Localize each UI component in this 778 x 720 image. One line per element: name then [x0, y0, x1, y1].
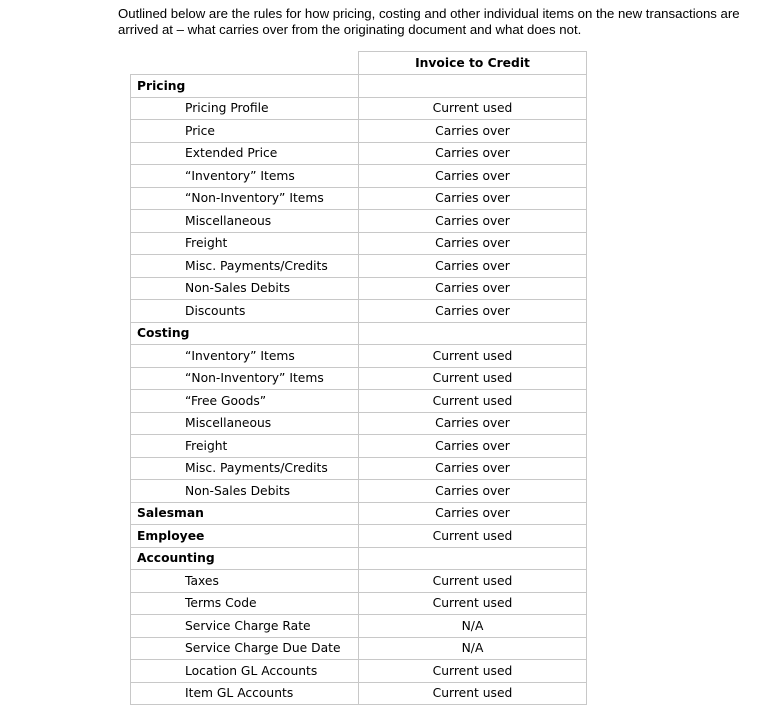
intro-paragraph	[118, 6, 758, 37]
table-row	[131, 480, 587, 503]
table-row	[131, 255, 587, 278]
row-label-cell	[131, 502, 359, 525]
intro-line-1: Outlined below are the rules for how pricing, costing and other individual items on the new transactions are	[118, 6, 740, 21]
item-label: “Non-Inventory” Items	[185, 191, 324, 206]
row-label-cell	[131, 390, 359, 413]
item-label: Miscellaneous	[185, 213, 272, 228]
section-row	[131, 75, 587, 98]
row-value-cell: Carries over	[359, 255, 587, 278]
header-empty-cell	[131, 52, 359, 75]
item-label: “Non-Inventory” Items	[185, 371, 324, 386]
table-body	[131, 75, 587, 705]
item-label: Non-Sales Debits	[185, 483, 291, 498]
table-row	[131, 390, 587, 413]
table-row	[131, 142, 587, 165]
row-value-cell: Current used	[359, 570, 587, 593]
table-row	[131, 412, 587, 435]
row-label-cell	[131, 165, 359, 188]
section-label: Pricing	[137, 78, 186, 93]
table-row	[131, 570, 587, 593]
table-row	[131, 682, 587, 705]
table-row	[131, 592, 587, 615]
item-label: Misc. Payments/Credits	[185, 461, 328, 476]
item-label: “Inventory” Items	[185, 348, 295, 363]
section-row	[131, 525, 587, 548]
header-invoice-to-credit: Invoice to Credit	[359, 52, 587, 75]
row-label-cell	[131, 97, 359, 120]
row-value-cell: Carries over	[359, 142, 587, 165]
row-label-cell	[131, 435, 359, 458]
item-label: Freight	[185, 236, 228, 251]
section-label: Accounting	[137, 551, 215, 566]
row-label-cell	[131, 660, 359, 683]
row-label-cell	[131, 300, 359, 323]
row-label-cell	[131, 682, 359, 705]
row-label-cell	[131, 255, 359, 278]
table-row	[131, 637, 587, 660]
row-label-cell	[131, 615, 359, 638]
row-value-cell: Carries over	[359, 210, 587, 233]
table-row	[131, 97, 587, 120]
item-label: Terms Code	[185, 596, 257, 611]
row-value-cell: Carries over	[359, 412, 587, 435]
row-label-cell	[131, 75, 359, 98]
item-label: Pricing Profile	[185, 101, 269, 116]
row-value-cell: Carries over	[359, 232, 587, 255]
section-row	[131, 547, 587, 570]
row-label-cell	[131, 210, 359, 233]
row-value-cell: Carries over	[359, 277, 587, 300]
item-label: Location GL Accounts	[185, 663, 318, 678]
section-label: Employee	[137, 528, 205, 543]
table-row	[131, 615, 587, 638]
row-value-cell: Current used	[359, 525, 587, 548]
row-label-cell	[131, 637, 359, 660]
row-label-cell	[131, 345, 359, 368]
table-row	[131, 165, 587, 188]
row-value-cell	[359, 547, 587, 570]
row-label-cell	[131, 525, 359, 548]
table-header-row	[131, 52, 587, 75]
rules-table	[130, 51, 587, 705]
table-row	[131, 367, 587, 390]
table-row	[131, 345, 587, 368]
table-row	[131, 277, 587, 300]
row-value-cell: Carries over	[359, 120, 587, 143]
table-row	[131, 210, 587, 233]
row-value-cell: N/A	[359, 637, 587, 660]
item-label: “Inventory” Items	[185, 168, 295, 183]
row-value-cell: Current used	[359, 390, 587, 413]
table-row	[131, 660, 587, 683]
row-value-cell: Carries over	[359, 502, 587, 525]
row-label-cell	[131, 232, 359, 255]
row-value-cell: Current used	[359, 367, 587, 390]
item-label: Extended Price	[185, 146, 278, 161]
row-label-cell	[131, 570, 359, 593]
item-label: Price	[185, 123, 215, 138]
table-row	[131, 457, 587, 480]
table-row	[131, 232, 587, 255]
row-label-cell	[131, 457, 359, 480]
item-label: Misc. Payments/Credits	[185, 258, 328, 273]
row-value-cell: Current used	[359, 345, 587, 368]
row-label-cell	[131, 480, 359, 503]
table-row	[131, 435, 587, 458]
row-label-cell	[131, 547, 359, 570]
row-label-cell	[131, 322, 359, 345]
row-value-cell: Current used	[359, 660, 587, 683]
section-label: Salesman	[137, 506, 204, 521]
row-label-cell	[131, 412, 359, 435]
row-value-cell: Current used	[359, 682, 587, 705]
row-value-cell	[359, 75, 587, 98]
section-label: Costing	[137, 326, 190, 341]
intro-line-2: arrived at – what carries over from the originating document and what does not.	[118, 21, 582, 37]
table-row	[131, 187, 587, 210]
row-value-cell: Carries over	[359, 187, 587, 210]
row-value-cell: Carries over	[359, 435, 587, 458]
item-label: Service Charge Due Date	[185, 641, 341, 656]
row-label-cell	[131, 367, 359, 390]
item-label: Taxes	[185, 573, 219, 588]
row-label-cell	[131, 187, 359, 210]
row-label-cell	[131, 277, 359, 300]
row-label-cell	[131, 120, 359, 143]
row-value-cell: Current used	[359, 97, 587, 120]
item-label: Discounts	[185, 303, 246, 318]
section-row	[131, 322, 587, 345]
item-label: Non-Sales Debits	[185, 281, 291, 296]
row-label-cell	[131, 592, 359, 615]
row-value-cell: Carries over	[359, 480, 587, 503]
row-value-cell: N/A	[359, 615, 587, 638]
row-value-cell: Carries over	[359, 165, 587, 188]
item-label: Service Charge Rate	[185, 618, 311, 633]
item-label: Item GL Accounts	[185, 686, 294, 701]
item-label: “Free Goods”	[185, 393, 267, 408]
section-row	[131, 502, 587, 525]
item-label: Freight	[185, 438, 228, 453]
row-value-cell: Carries over	[359, 300, 587, 323]
row-label-cell	[131, 142, 359, 165]
row-value-cell: Current used	[359, 592, 587, 615]
row-value-cell	[359, 322, 587, 345]
table-row	[131, 300, 587, 323]
row-value-cell: Carries over	[359, 457, 587, 480]
item-label: Miscellaneous	[185, 416, 272, 431]
table-row	[131, 120, 587, 143]
